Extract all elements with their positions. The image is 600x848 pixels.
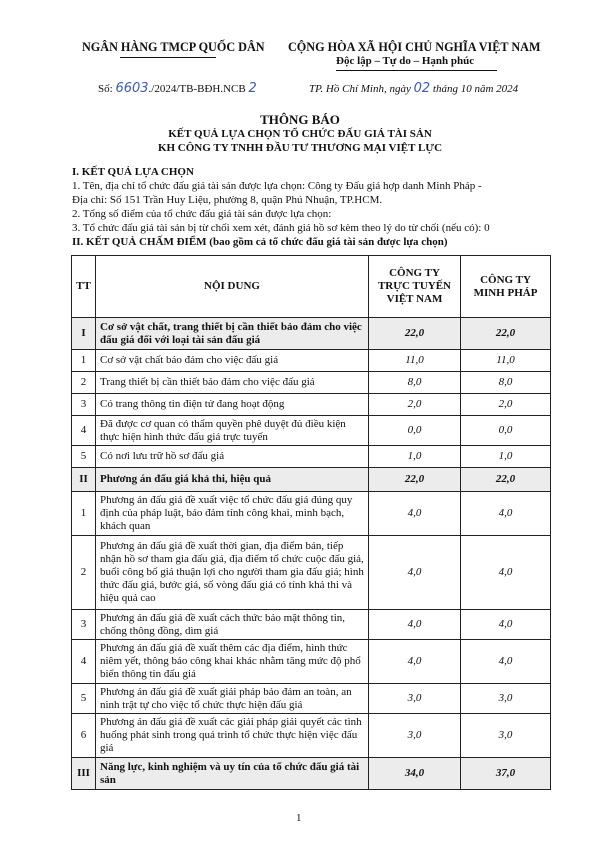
row-content: Cơ sở vật chất bảo đảm cho việc đấu giá — [96, 350, 369, 372]
row-content: Phương án đấu giá đề xuất thêm các địa điểm, hình thức niêm yết, thông báo công khai khác nhằm tăng mức độ phổ biến thông tin đấu giá — [96, 640, 369, 684]
section-1-line: 2. Tổng số điểm của tổ chức đấu giá tài sản được lựa chọn: — [72, 208, 332, 220]
row-content: Có trang thông tin điện tử đang hoạt động — [96, 394, 369, 416]
table-row — [72, 394, 551, 416]
doc-number-mark: 2 — [248, 81, 257, 96]
nation-heading: CỘNG HÒA XÃ HỘI CHỦ NGHĨA VIỆT NAM — [288, 40, 541, 54]
bank-name-underline — [120, 57, 216, 58]
row-score-2: 4,0 — [461, 610, 551, 640]
table-row — [72, 536, 551, 610]
row-tt: 1 — [72, 350, 96, 372]
table-row — [72, 758, 551, 790]
place-date-prefix: TP. Hồ Chí Minh, ngày — [309, 83, 411, 95]
row-tt: 4 — [72, 640, 96, 684]
header-company-2: CÔNG TY MINH PHÁP — [461, 256, 551, 318]
table-row — [72, 318, 551, 350]
doc-number-handwritten: 6603 — [115, 81, 149, 96]
place-date-suffix: tháng 10 năm 2024 — [432, 83, 519, 95]
row-score-1: 22,0 — [369, 318, 461, 350]
row-score-1: 22,0 — [369, 468, 461, 492]
row-score-2: 3,0 — [461, 714, 551, 758]
page-number: 1 — [296, 812, 302, 824]
doc-number-suffix: ./2024/TB-BĐH.NCB — [148, 83, 246, 95]
doc-number-label: Số: — [98, 83, 113, 95]
row-score-2: 0,0 — [461, 416, 551, 446]
section-1-heading: I. KẾT QUẢ LỰA CHỌN — [72, 166, 194, 178]
header-tt: TT — [72, 256, 96, 318]
table-row — [72, 416, 551, 446]
motto-underline — [336, 70, 497, 71]
header-content: NỘI DUNG — [96, 256, 369, 318]
row-content: Phương án đấu giá khả thi, hiệu quả — [96, 468, 369, 492]
table-row — [72, 684, 551, 714]
row-score-1: 4,0 — [369, 640, 461, 684]
row-score-2: 4,0 — [461, 492, 551, 536]
row-score-2: 3,0 — [461, 684, 551, 714]
row-content: Cơ sở vật chất, trang thiết bị cần thiết bảo đảm cho việc đấu giá đối với loại tài sản đấu giá — [96, 318, 369, 350]
section-1-line: 3. Tổ chức đấu giá tài sản bị từ chối xem xét, đánh giá hồ sơ kèm theo lý do từ chối (nếu có): 0 — [72, 222, 490, 234]
row-content: Phương án đấu giá đề xuất các giải pháp giải quyết các tình huống phát sinh trong quá trình tổ chức thực hiện việc đấu giá — [96, 714, 369, 758]
row-content: Trang thiết bị cần thiết bảo đảm cho việc đấu giá — [96, 372, 369, 394]
row-tt: 1 — [72, 492, 96, 536]
table-row — [72, 446, 551, 468]
row-score-2: 37,0 — [461, 758, 551, 790]
row-tt: III — [72, 758, 96, 790]
table-row — [72, 714, 551, 758]
section-1-line: 1. Tên, địa chỉ tổ chức đấu giá tài sản được lựa chọn: Công ty Đấu giá hợp danh Minh Pháp - — [72, 180, 482, 192]
table-row — [72, 372, 551, 394]
row-score-1: 1,0 — [369, 446, 461, 468]
row-score-2: 4,0 — [461, 640, 551, 684]
row-score-2: 22,0 — [461, 468, 551, 492]
section-1-line: Địa chỉ: Số 151 Trần Huy Liệu, phường 8, quận Phú Nhuận, TP.HCM. — [72, 194, 383, 206]
row-score-1: 3,0 — [369, 714, 461, 758]
notice-subtitle-2: KH CÔNG TY TNHH ĐẦU TƯ THƯƠNG MẠI VIỆT LỰC — [157, 142, 443, 154]
notice-subtitle-1: KẾT QUẢ LỰA CHỌN TỔ CHỨC ĐẤU GIÁ TÀI SẢN — [168, 128, 432, 140]
row-score-2: 8,0 — [461, 372, 551, 394]
row-tt: 2 — [72, 372, 96, 394]
row-score-2: 22,0 — [461, 318, 551, 350]
row-content: Phương án đấu giá đề xuất cách thức bảo mật thông tin, chống thông đồng, dìm giá — [96, 610, 369, 640]
day-handwritten: 02 — [413, 81, 431, 96]
row-score-1: 11,0 — [369, 350, 461, 372]
table-header-row — [72, 256, 551, 318]
table-row — [72, 468, 551, 492]
table-row — [72, 350, 551, 372]
row-content: Năng lực, kinh nghiệm và uy tín của tổ chức đấu giá tài sản — [96, 758, 369, 790]
row-score-2: 2,0 — [461, 394, 551, 416]
place-date — [309, 81, 518, 96]
row-tt: 5 — [72, 684, 96, 714]
row-content: Đã được cơ quan có thẩm quyền phê duyệt đủ điều kiện thực hiện hình thức đấu giá trực tuyến — [96, 416, 369, 446]
table-row — [72, 640, 551, 684]
row-tt: 4 — [72, 416, 96, 446]
row-tt: II — [72, 468, 96, 492]
row-score-1: 34,0 — [369, 758, 461, 790]
row-score-1: 8,0 — [369, 372, 461, 394]
row-score-1: 4,0 — [369, 536, 461, 610]
table-row — [72, 610, 551, 640]
row-score-2: 4,0 — [461, 536, 551, 610]
notice-title: THÔNG BÁO — [260, 112, 340, 127]
row-content: Có nơi lưu trữ hồ sơ đấu giá — [96, 446, 369, 468]
row-score-1: 2,0 — [369, 394, 461, 416]
motto: Độc lập – Tự do – Hạnh phúc — [336, 55, 475, 67]
row-score-1: 0,0 — [369, 416, 461, 446]
row-score-1: 4,0 — [369, 492, 461, 536]
row-content: Phương án đấu giá đề xuất việc tổ chức đấu giá đúng quy định của pháp luật, bảo đảm tính công khai, minh bạch, khách quan — [96, 492, 369, 536]
row-content: Phương án đấu giá đề xuất giải pháp bảo đảm an toàn, an ninh trật tự cho việc tổ chức thực hiện đấu giá — [96, 684, 369, 714]
header-company-1: CÔNG TY TRỰC TUYẾN VIỆT NAM — [369, 256, 461, 318]
bank-name: NGÂN HÀNG TMCP QUỐC DÂN — [82, 40, 265, 54]
document-number — [98, 81, 257, 96]
row-score-1: 4,0 — [369, 610, 461, 640]
row-tt: 6 — [72, 714, 96, 758]
row-tt: I — [72, 318, 96, 350]
row-score-2: 1,0 — [461, 446, 551, 468]
section-2-heading: II. KẾT QUẢ CHẤM ĐIỂM (bao gồm cả tổ chức đấu giá tài sản được lựa chọn) — [72, 236, 448, 248]
row-score-1: 3,0 — [369, 684, 461, 714]
row-content: Phương án đấu giá đề xuất thời gian, địa điểm bán, tiếp nhận hồ sơ tham gia đấu giá, địa điểm tổ chức cuộc đấu giá, buổi công bố giá thuận lợi cho người tham gia đấu giá; hình thức đấu giá, bước giá, số vòng đấu giá có tính khả thi và hiệu quả cao — [96, 536, 369, 610]
table-row — [72, 492, 551, 536]
score-table — [71, 255, 551, 790]
row-tt: 3 — [72, 610, 96, 640]
row-tt: 5 — [72, 446, 96, 468]
row-tt: 2 — [72, 536, 96, 610]
row-tt: 3 — [72, 394, 96, 416]
row-score-2: 11,0 — [461, 350, 551, 372]
